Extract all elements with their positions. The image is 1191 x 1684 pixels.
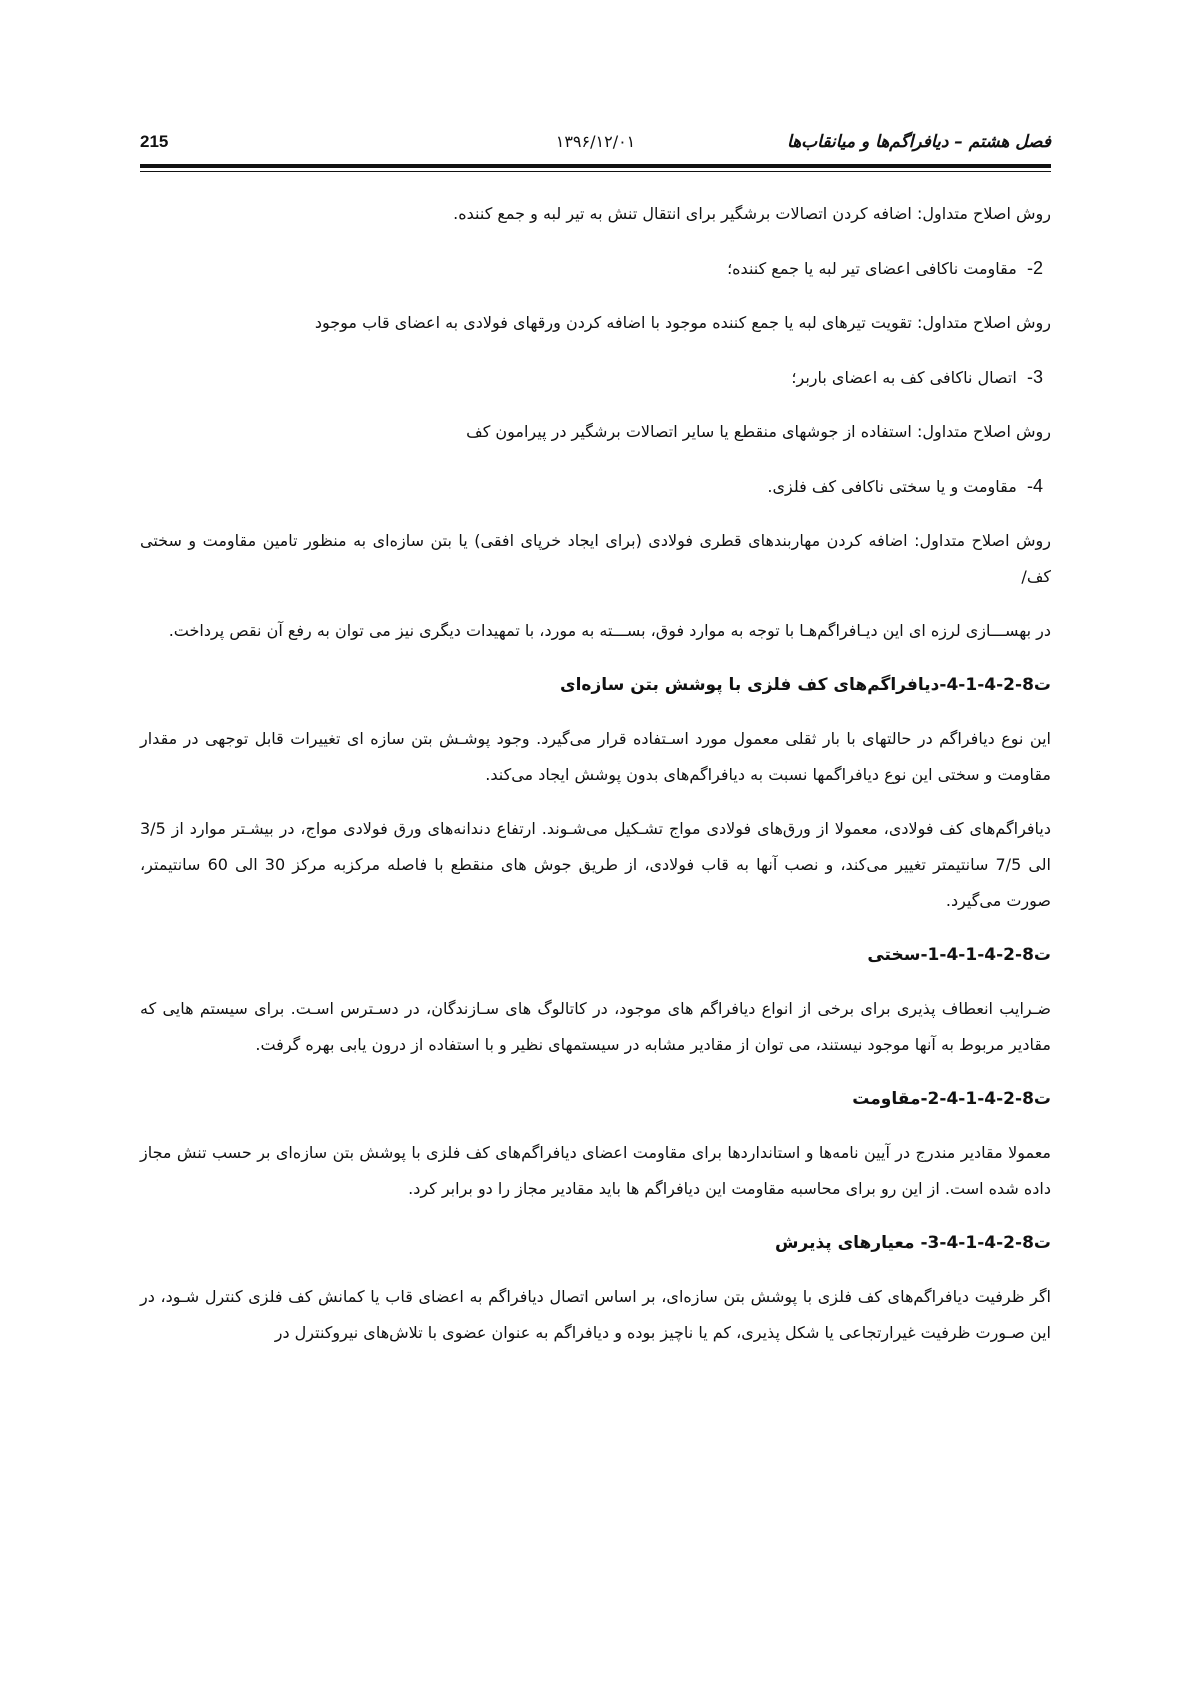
- section-heading: ت8-2-4-1-4-دیافراگم‌های کف فلزی با پوشش بتن سازه‌ای: [560, 675, 1051, 695]
- chapter-title: فصل هشتم – دیافراگم‌ها و میانقاب‌ها: [787, 132, 1051, 152]
- body-text: [140, 196, 1051, 1369]
- list-item-text: مقاومت ناکافی اعضای تیر لبه یا جمع کننده؛: [727, 259, 1017, 278]
- header-rule-thin: [140, 171, 1051, 172]
- paragraph: روش اصلاح متداول: اضافه کردن اتصالات برشگیر برای انتقال تنش به تیر لبه و جمع کننده.: [453, 204, 1051, 223]
- paragraph: روش اصلاح متداول: تقویت تیرهای لبه یا جمع کننده موجود با اضافه کردن ورقهای فولادی به اعضای قاب موجود: [314, 313, 1051, 332]
- page-header: [140, 128, 1051, 162]
- list-item: [140, 468, 1051, 505]
- list-item-number: 3-: [1026, 367, 1043, 387]
- paragraph: روش اصلاح متداول: اضافه کردن مهاربندهای قطری فولادی (برای ایجاد خرپای افقی) یا بتن سازه‌ای به منظور تامین مقاومت و سختی کف/: [140, 531, 1051, 586]
- paragraph: ضـرایب انعطاف پذیری برای برخی از انواع دیافراگم های موجود، در کاتالوگ های سـازندگان، در دسـترس اسـت. برای سیستم هایی که مقادیر مربوط به آنها موجود نیستند، می توان از مقادیر مشابه در سیستمهای نظیر و با استفاده از درون یابی بهره گرفت.: [140, 999, 1051, 1054]
- page-number: 215: [140, 132, 169, 151]
- section-heading: ت8-2-4-1-4-3- معیارهای پذیرش: [775, 1233, 1051, 1253]
- section-heading: ت8-2-4-1-4-2-مقاومت: [852, 1089, 1051, 1109]
- list-item: [140, 250, 1051, 287]
- list-item: [140, 359, 1051, 396]
- paragraph: روش اصلاح متداول: استفاده از جوشهای منقطع یا سایر اتصالات برشگیر در پیرامون کف: [466, 422, 1051, 441]
- paragraph: این نوع دیافراگم در حالتهای با بار ثقلی معمول مورد اسـتفاده قرار می‌گیرد. وجود پوشـش بتن سازه ای تغییرات قابل توجهی در مقدار مقاومت و سختی این نوع دیافراگمها نسبت به دیافراگم‌های بدون پوشش ایجاد می‌کند.: [140, 729, 1051, 784]
- list-item-number: 2-: [1026, 258, 1043, 278]
- paragraph: دیافراگم‌های کف فولادی، معمولا از ورق‌های فولادی مواج تشـکیل می‌شـوند. ارتفاع دندانه‌های ورق فولادی مواج، در بیشـتر موارد از 3/5 الی 7/5 سانتیمتر تغییر می‌کند، و نصب آنها به قاب فولادی، از طریق جوش های منقطع با فاصله مرکزبه مرکز 30 الی 60 سانتیمتر، صورت می‌گیرد.: [140, 819, 1052, 910]
- header-rule-thick: [140, 164, 1051, 168]
- paragraph: اگر ظرفیت دیافراگم‌های کف فلزی با پوشش بتن سازه‌ای، بر اساس اتصال دیافراگم به اعضای قاب یا کمانش کف فلزی کنترل شـود، در این صـورت ظرفیت غیرارتجاعی یا شکل پذیری، کم یا ناچیز بوده و دیافراگم به عنوان عضوی با تلاش‌های نیروکنترل در: [140, 1287, 1051, 1342]
- section-heading: ت8-2-4-1-4-1-سختی: [867, 945, 1051, 965]
- list-item-text: اتصال ناکافی کف به اعضای باربر؛: [791, 368, 1017, 387]
- paragraph: در بهســـازی لرزه ای این دیـافراگم‌هـا با توجه به موارد فوق، بســـته به مورد، با تمهیدات دیگری نیز می توان به رفع آن نقص پرداخت.: [168, 621, 1051, 640]
- list-item-number: 4-: [1026, 476, 1043, 496]
- paragraph: معمولا مقادیر مندرج در آیین نامه‌ها و استانداردها برای مقاومت اعضای دیافراگم‌های کف فلزی با پوشش بتن سازه‌ای بر حسب تنش مجاز داده شده است. از این رو برای محاسبه مقاومت این دیافراگم ها باید مقادیر مجاز را دو برابر کرد.: [140, 1143, 1051, 1198]
- list-item-text: مقاومت و یا سختی ناکافی کف فلزی.: [767, 477, 1017, 496]
- header-date: ۱۳۹۶/۱۲/۰۱: [555, 132, 636, 151]
